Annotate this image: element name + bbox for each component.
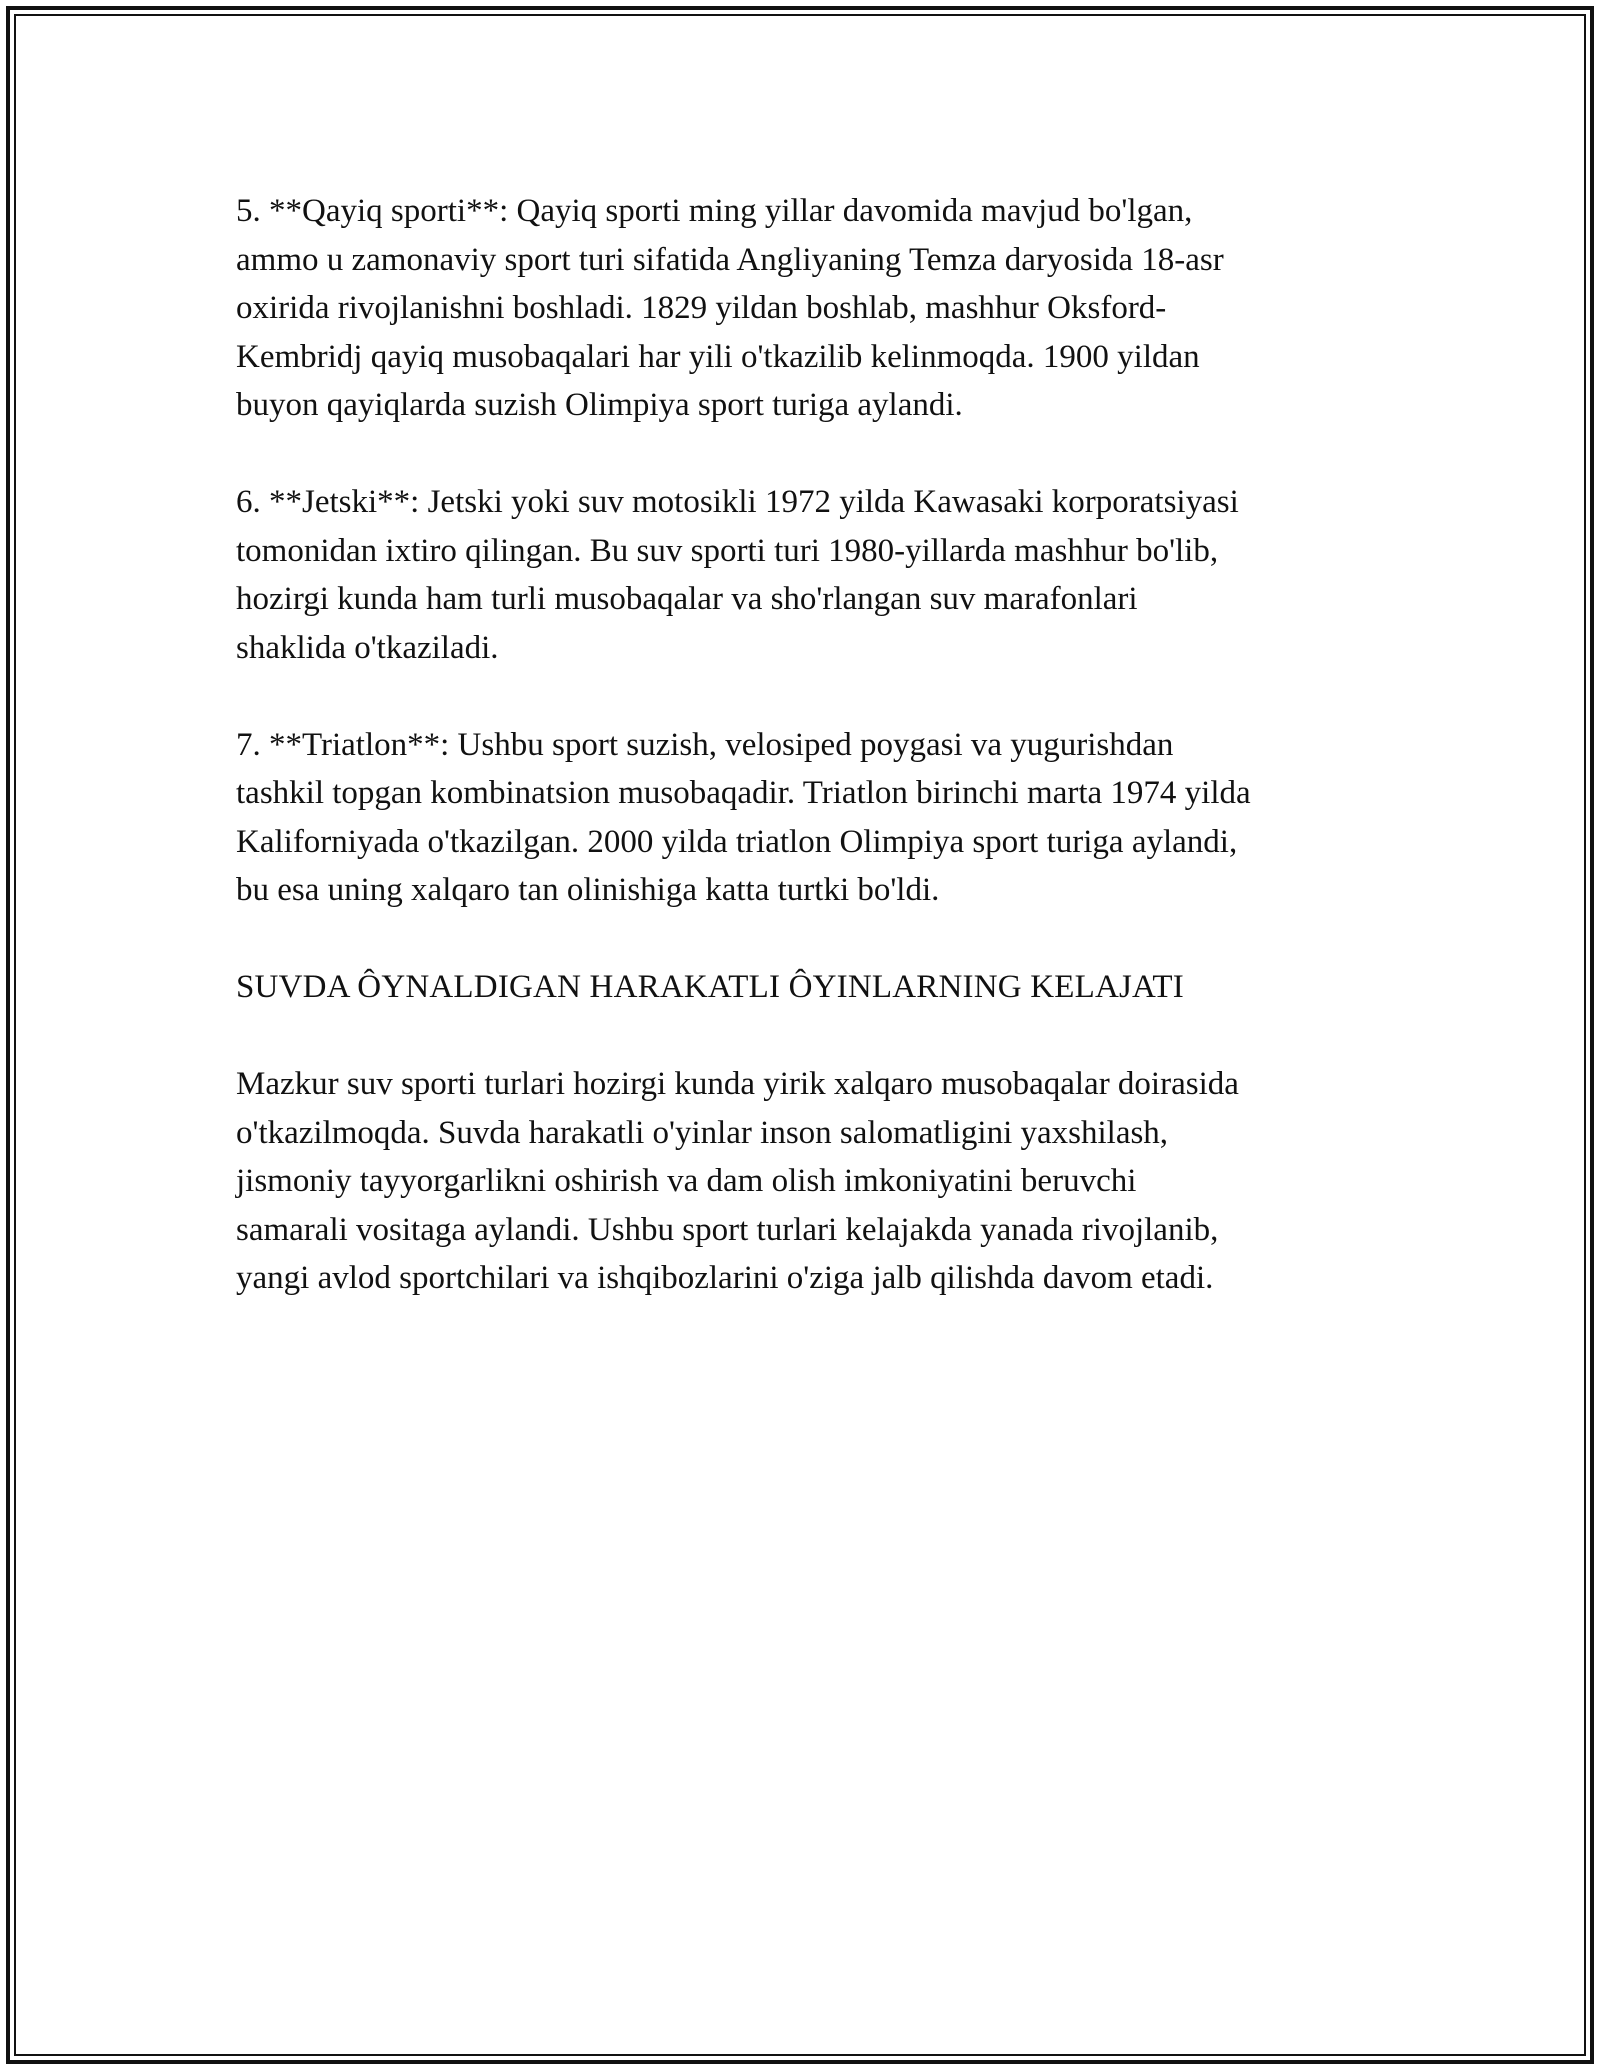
text-line: tashkil topgan kombinatsion musobaqadir. Triatlon birinchi marta 1974 yilda bbox=[236, 775, 1251, 811]
paragraph-qayiq-sporti bbox=[236, 187, 1376, 430]
paragraph-spacer bbox=[236, 915, 1376, 964]
text-line: o'tkazilmoqda. Suvda harakatli o'yinlar inson salomatligini yaxshilash, bbox=[236, 1114, 1169, 1151]
text-line: samarali vositaga aylandi. Ushbu sport turlari kelajakda yanada rivojlanib, bbox=[236, 1211, 1219, 1248]
section-heading: SUVDA ÔYNALDIGAN HARAKATLI ÔYINLARNING KELAJATI bbox=[236, 969, 1184, 1005]
paragraph-spacer bbox=[236, 430, 1376, 479]
text-line: tomonidan ixtiro qilingan. Bu suv sporti turi 1980-yillarda mashhur bo'lib, bbox=[236, 532, 1219, 569]
text-line: 5. **Qayiq sporti**: Qayiq sporti ming yillar davomida mavjud bo'lgan, bbox=[236, 193, 1193, 229]
text-line: buyon qayiqlarda suzish Olimpiya sport turiga aylandi. bbox=[236, 387, 963, 423]
paragraph-spacer bbox=[236, 1012, 1376, 1061]
text-line: 7. **Triatlon**: Ushbu sport suzish, velosiped poygasi va yugurishdan bbox=[236, 726, 1174, 763]
paragraph-jetski bbox=[236, 478, 1376, 672]
text-line: Kaliforniyada o'tkazilgan. 2000 yilda triatlon Olimpiya sport turiga aylandi, bbox=[236, 823, 1238, 860]
text-line: ammo u zamonaviy sport turi sifatida Angliyaning Temza daryosida 18-asr bbox=[236, 241, 1224, 278]
paragraph-conclusion bbox=[236, 1060, 1376, 1303]
text-line: jismoniy tayyorgarlikni oshirish va dam olish imkoniyatini beruvchi bbox=[236, 1163, 1137, 1199]
text-line: Mazkur suv sporti turlari hozirgi kunda yirik xalqaro musobaqalar doirasida bbox=[236, 1066, 1239, 1102]
text-line: oxirida rivojlanishni boshladi. 1829 yildan boshlab, mashhur Oksford- bbox=[236, 290, 1167, 326]
document-body bbox=[236, 187, 1376, 1303]
text-line: hozirgi kunda ham turli musobaqalar va sho'rlangan suv marafonlari bbox=[236, 581, 1138, 617]
paragraph-triatlon bbox=[236, 721, 1376, 915]
text-line: Kembridj qayiq musobaqalari har yili o'tkazilib kelinmoqda. 1900 yildan bbox=[236, 338, 1200, 375]
text-line: bu esa uning xalqaro tan olinishiga katta turtki bo'ldi. bbox=[236, 872, 940, 908]
text-line: 6. **Jetski**: Jetski yoki suv motosikli 1972 yilda Kawasaki korporatsiyasi bbox=[236, 484, 1239, 520]
paragraph-spacer bbox=[236, 672, 1376, 721]
text-line: shaklida o'tkaziladi. bbox=[236, 629, 499, 666]
text-line: yangi avlod sportchilari va ishqibozlarini o'ziga jalb qilishda davom etadi. bbox=[236, 1260, 1214, 1296]
